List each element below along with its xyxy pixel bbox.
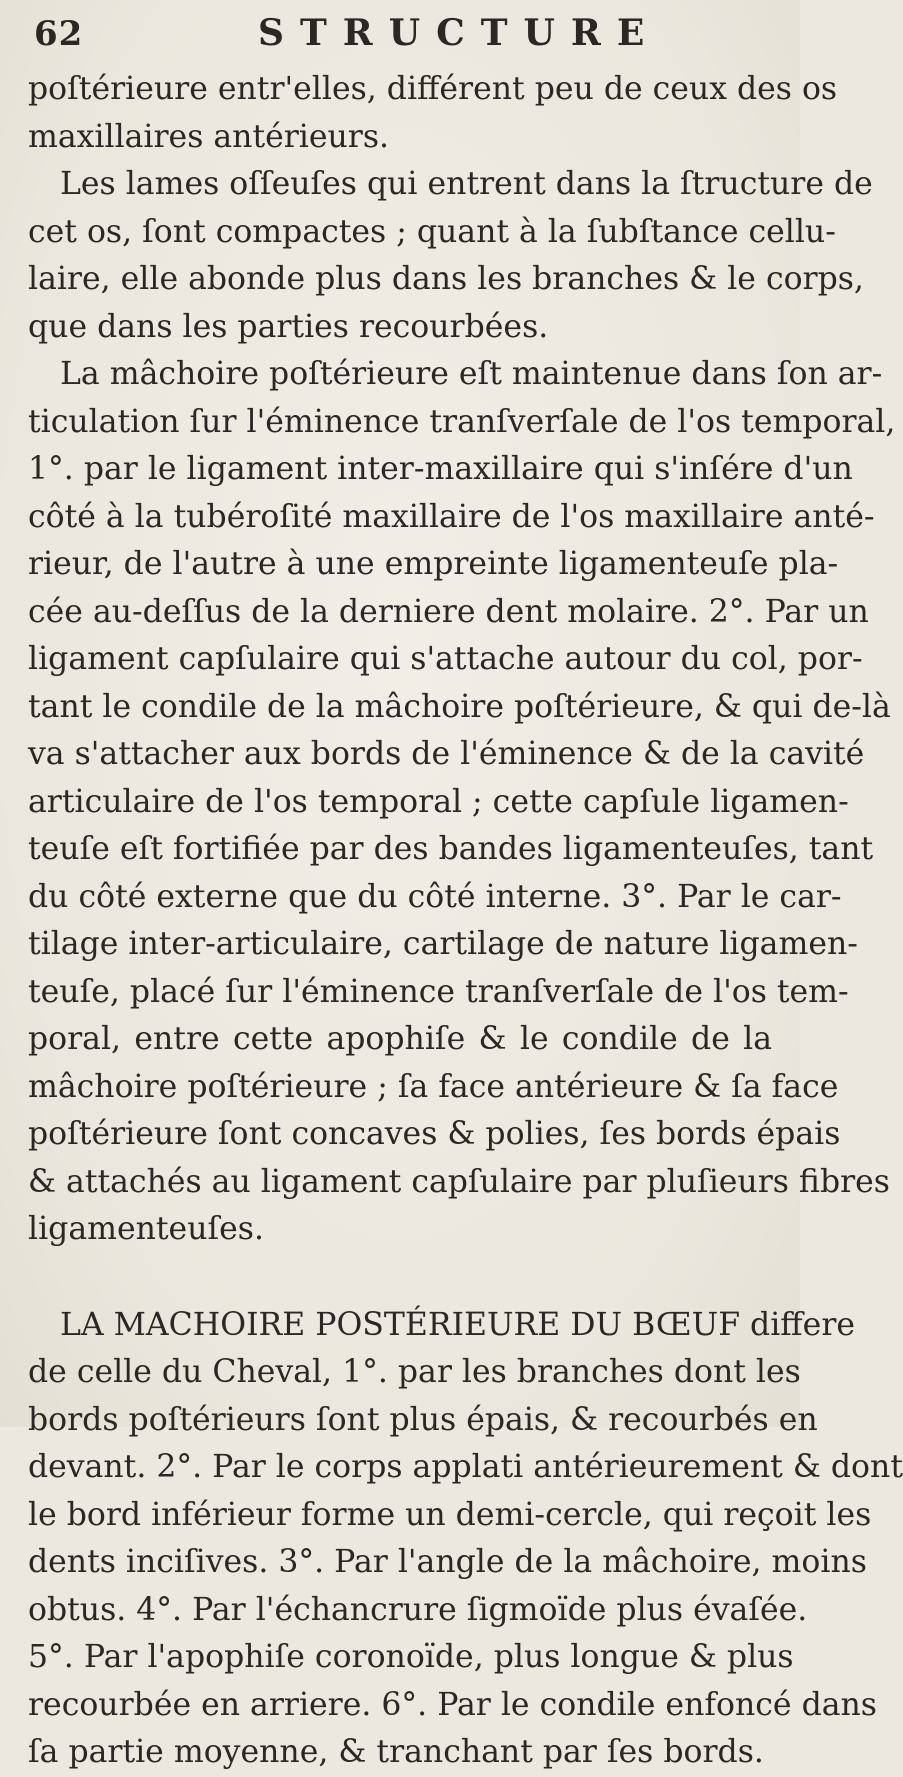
- text-line: poſtérieure ſont concaves & polies, ſes bords épais: [28, 1116, 841, 1152]
- paragraph-continuation: [28, 66, 838, 161]
- text-line: & attachés au ligament capſulaire par pluſieurs fibres: [28, 1163, 890, 1200]
- paragraph-articulation: [28, 351, 896, 1254]
- text-line: devant. 2°. Par le corps applati antérieurement & dont: [28, 1449, 903, 1485]
- text-line: cée au-deſſus de la derniere dent molaire. 2°. Par un: [28, 593, 869, 630]
- text-line: ſa partie moyenne, & tranchant par ſes bords.: [28, 1734, 764, 1770]
- text-line: LA MACHOIRE POSTÉRIEURE DU BŒUF differe: [60, 1306, 856, 1343]
- text-line: bords poſtérieurs ſont plus épais, & recourbés en: [28, 1401, 818, 1438]
- text-line: articulaire de l'os temporal ; cette capſule ligamen-: [28, 783, 849, 820]
- text-line: 5°. Par l'apophiſe coronoïde, plus longue & plus: [28, 1639, 794, 1675]
- text-line: tant le condile de la mâchoire poſtérieure, & qui de-là: [28, 688, 891, 725]
- text-line: La mâchoire poſtérieure eſt maintenue dans ſon ar-: [60, 356, 883, 392]
- text-line: ticulation ſur l'éminence tranſverſale de l'os temporal,: [28, 403, 896, 440]
- text-line: obtus. 4°. Par l'échancrure ſigmoïde plus évaſée.: [28, 1591, 808, 1628]
- text-line: ligamenteuſes.: [28, 1211, 264, 1247]
- text-line: Les lames oſſeuſes qui entrent dans la ſtructure de: [60, 166, 873, 202]
- text-line: laire, elle abonde plus dans les branches & le corps,: [28, 261, 864, 297]
- text-line: que dans les parties recourbées.: [28, 308, 549, 345]
- text-line: teuſe eſt fortifiée par des bandes ligamenteuſes, tant: [28, 831, 874, 867]
- page-number: 62: [34, 14, 84, 54]
- text-line: dents inciſives. 3°. Par l'angle de la mâchoire, moins: [28, 1544, 867, 1580]
- text-line: va s'attacher aux bords de l'éminence & de la cavité: [28, 736, 865, 772]
- text-line: 1°. par le ligament inter-maxillaire qui s'inſére d'un: [28, 451, 853, 487]
- text-line: tilage inter-articulaire, cartilage de nature ligamen-: [28, 926, 858, 962]
- running-head: [28, 8, 772, 66]
- text-line: mâchoire poſtérieure ; ſa face antérieure & ſa face: [28, 1068, 839, 1105]
- text-line: poſtérieure entr'elles, différent peu de ceux des os: [28, 71, 838, 107]
- text-line: le bord inférieur forme un demi-cercle, qui reçoit les: [28, 1496, 872, 1533]
- running-title: STRUCTURE: [258, 12, 661, 54]
- text-line: du côté externe que du côté interne. 3°. Par le car-: [28, 878, 842, 915]
- text-line: recourbée en arriere. 6°. Par le condile enfoncé dans: [28, 1686, 877, 1723]
- section-gap: [28, 1254, 772, 1302]
- text-line: ligament capſulaire qui s'attache autour du col, por-: [28, 641, 863, 677]
- text-line: rieur, de l'autre à une empreinte ligamenteuſe pla-: [28, 546, 839, 582]
- text-line: maxillaires antérieurs.: [28, 118, 390, 155]
- text-line: de celle du Cheval, 1°. par les branches dont les: [28, 1354, 801, 1390]
- paragraph-ox-jaw: [28, 1302, 903, 1777]
- text-line: cet os, ſont compactes ; quant à la ſubſtance cellu-: [28, 213, 836, 250]
- text-line: côté à la tubéroſité maxillaire de l'os maxillaire anté-: [28, 498, 875, 535]
- text-line: teuſe, placé ſur l'éminence tranſverſale de l'os tem-: [28, 973, 849, 1010]
- text-line: poral, entre cette apophiſe & le condile de la: [28, 1021, 772, 1057]
- paragraph-bony-plates: [28, 161, 873, 351]
